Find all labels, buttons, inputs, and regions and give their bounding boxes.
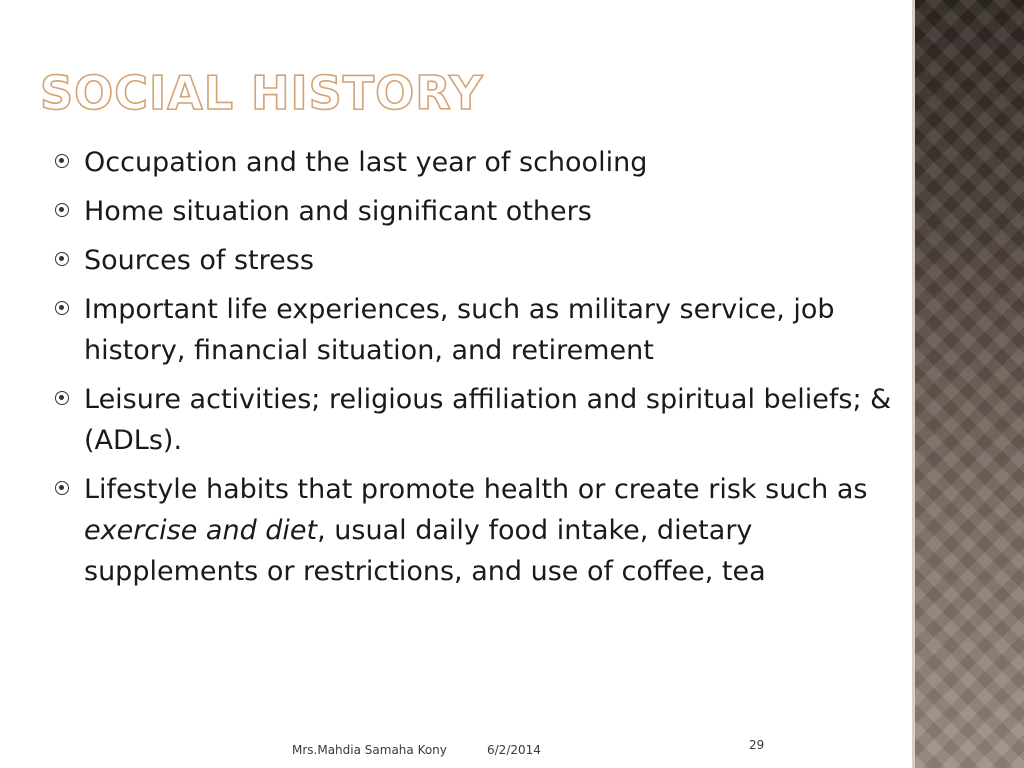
bullet-text: Sources of stress: [84, 245, 314, 276]
bullet-text: Occupation and the last year of schooling: [84, 147, 648, 178]
bullet-item: [55, 142, 895, 183]
bullet-text-before: Lifestyle habits that promote health or create risk such as: [84, 474, 868, 505]
footer-author: Mrs.Mahdia Samaha Kony: [292, 743, 447, 757]
footer-page-number: 29: [749, 738, 765, 752]
bullet-item: [55, 240, 895, 281]
bullet-item: [55, 191, 895, 232]
bullet-list: [55, 142, 895, 600]
bullet-item: [55, 469, 895, 592]
bullet-item: [55, 379, 895, 461]
bullet-item: [55, 289, 895, 371]
bullet-text-emphasis: exercise and diet: [84, 515, 318, 546]
circled-dot-bullet-icon: [55, 391, 69, 405]
bullet-text: Leisure activities; religious affiliation and spiritual beliefs; & (ADLs).: [84, 384, 892, 456]
circled-dot-bullet-icon: [55, 203, 69, 217]
circled-dot-bullet-icon: [55, 481, 69, 495]
decorative-side-band: [912, 0, 1024, 768]
circled-dot-bullet-icon: [55, 301, 69, 315]
circled-dot-bullet-icon: [55, 154, 69, 168]
slide-title: SOCIAL HISTORY: [40, 66, 484, 120]
footer-date: 6/2/2014: [487, 743, 541, 757]
bullet-text-after: , usual daily food intake, dietary supplements or restrictions, and use of coffee, tea: [84, 515, 766, 587]
bullet-text: Home situation and significant others: [84, 196, 592, 227]
bullet-text: Important life experiences, such as military service, job history, financial situation, and retirement: [84, 294, 835, 366]
circled-dot-bullet-icon: [55, 252, 69, 266]
